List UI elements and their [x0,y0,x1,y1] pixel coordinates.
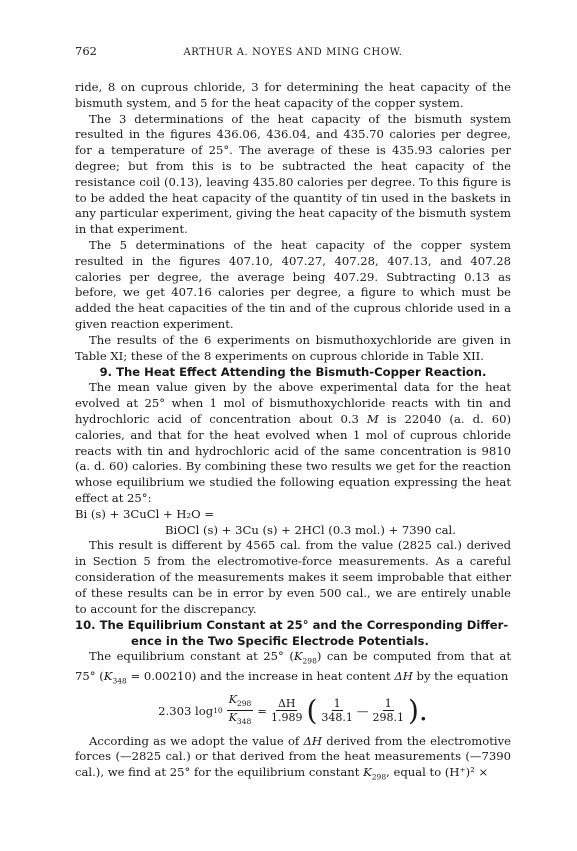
running-title: ARTHUR A. NOYES AND MING CHOW. [183,47,403,58]
section-9-heading: 9. The Heat Effect Attending the Bismuth-Copper Reaction. [99,365,487,380]
reaction-equation-line-2: BiOCl (s) + 3Cu (s) + 2HCl (0.3 mol.) + 7390 cal. [165,522,456,537]
fraction-inverse-298: $\frac{1}{298.1}$ [372,697,404,725]
reaction-equation [75,507,511,539]
fraction-k-ratio: $\frac{K_{298}}{K_{348}}$ [228,692,252,727]
paragraph-8: According as we adopt the value of ΔH derived from the electromotive forces (—2825 cal.) or that derived from the heat measurements (—7390 cal.), we find at 25° for the equilibrium constant $K_{298}$, equal to (H⁺)² × [75,733,511,782]
section-10-heading-line-2: ence in the Two Specific Electrode Potentials. [131,634,429,649]
paragraph-4: The results of the 6 experiments on bismuthoxychloride are given in Table XI; these of the 8 experiments on cuprous chloride in Table XII. [75,332,511,363]
paragraph-2: The 3 determinations of the heat capacity of the bismuth system resulted in the figures 436.06, 436.04, and 435.70 calories per degree, for a temperature of 25°. The average of these is 435.93 calories per degree; but from this is to be subtracted the heat capacity of the resistance coil (0.13), leaving 435.80 calories per degree. To this figure is to be added the heat capacity of the quantity of tin used in the baskets in any particular experiment, giving the heat capacity of the bismuth system in that experiment. [75,111,511,237]
paragraph-6: This result is different by 4565 cal. from the value (2825 cal.) derived in Section 5 from the electromotive-force measurements. As a careful consideration of the measurements makes it seem improbable that either of these results can be in error by even 500 cal., we are entirely unable to account for the discrepancy. [75,538,511,616]
page [75,44,511,785]
section-10-heading-line-1: 10. The Equilibrium Constant at 25° and the Corresponding Differ- [75,618,509,633]
equilibrium-equation: 2.303 log 10 $\frac{K_{298}}{K_{348}}$ = $\frac{\Delta H}{1.989}$ ( $\frac{1}{348.1}$ — $\frac{1}{298.1}$ ). [158,692,428,727]
fraction-inverse-348: $\frac{1}{348.1}$ [321,697,353,725]
fraction-dh-over-r: $\frac{\Delta H}{1.989}$ [270,697,303,725]
paragraph-5: The mean value given by the above experimental data for the heat evolved at 25° when 1 mol of bismuthoxychloride reacts with tin and hydrochloric acid of concentration about 0.3 M is 22040 (a. d. 60) calories, and that for the heat evolved when 1 mol of cuprous chloride reacts with tin and hydrochloric acid of the same concentration is 9810 (a. d. 60) calories. By combining these two results we get for the reaction whose equilibrium we studied the following equation expressing the heat effect at 25°: [75,380,511,505]
paragraph-3: The 5 determinations of the heat capacity of the copper system resulted in the figures 407.10, 407.27, 407.28, 407.13, and 407.28 calories per degree, the average being 407.29. Subtracting 0.13 as before, we get 407.16 calories per degree, a figure to which must be added the heat capacities of the tin and of the cuprous chloride used in a given reaction experiment. [75,237,511,331]
paragraph-7: The equilibrium constant at 25° $(K_{298})$ can be computed from that at 75° $(K_{348} = 0.00210)$ and the increase in heat content ΔH by the equation [75,649,511,686]
page-number: 762 [75,44,97,58]
reaction-equation-line-1: Bi (s) + 3CuCl + H₂O = [75,506,215,521]
running-header [75,44,511,58]
paragraph-1: ride, 8 on cuprous chloride, 3 for determining the heat capacity of the bismuth system, and 5 for the heat capacity of the copper system. [75,80,511,110]
